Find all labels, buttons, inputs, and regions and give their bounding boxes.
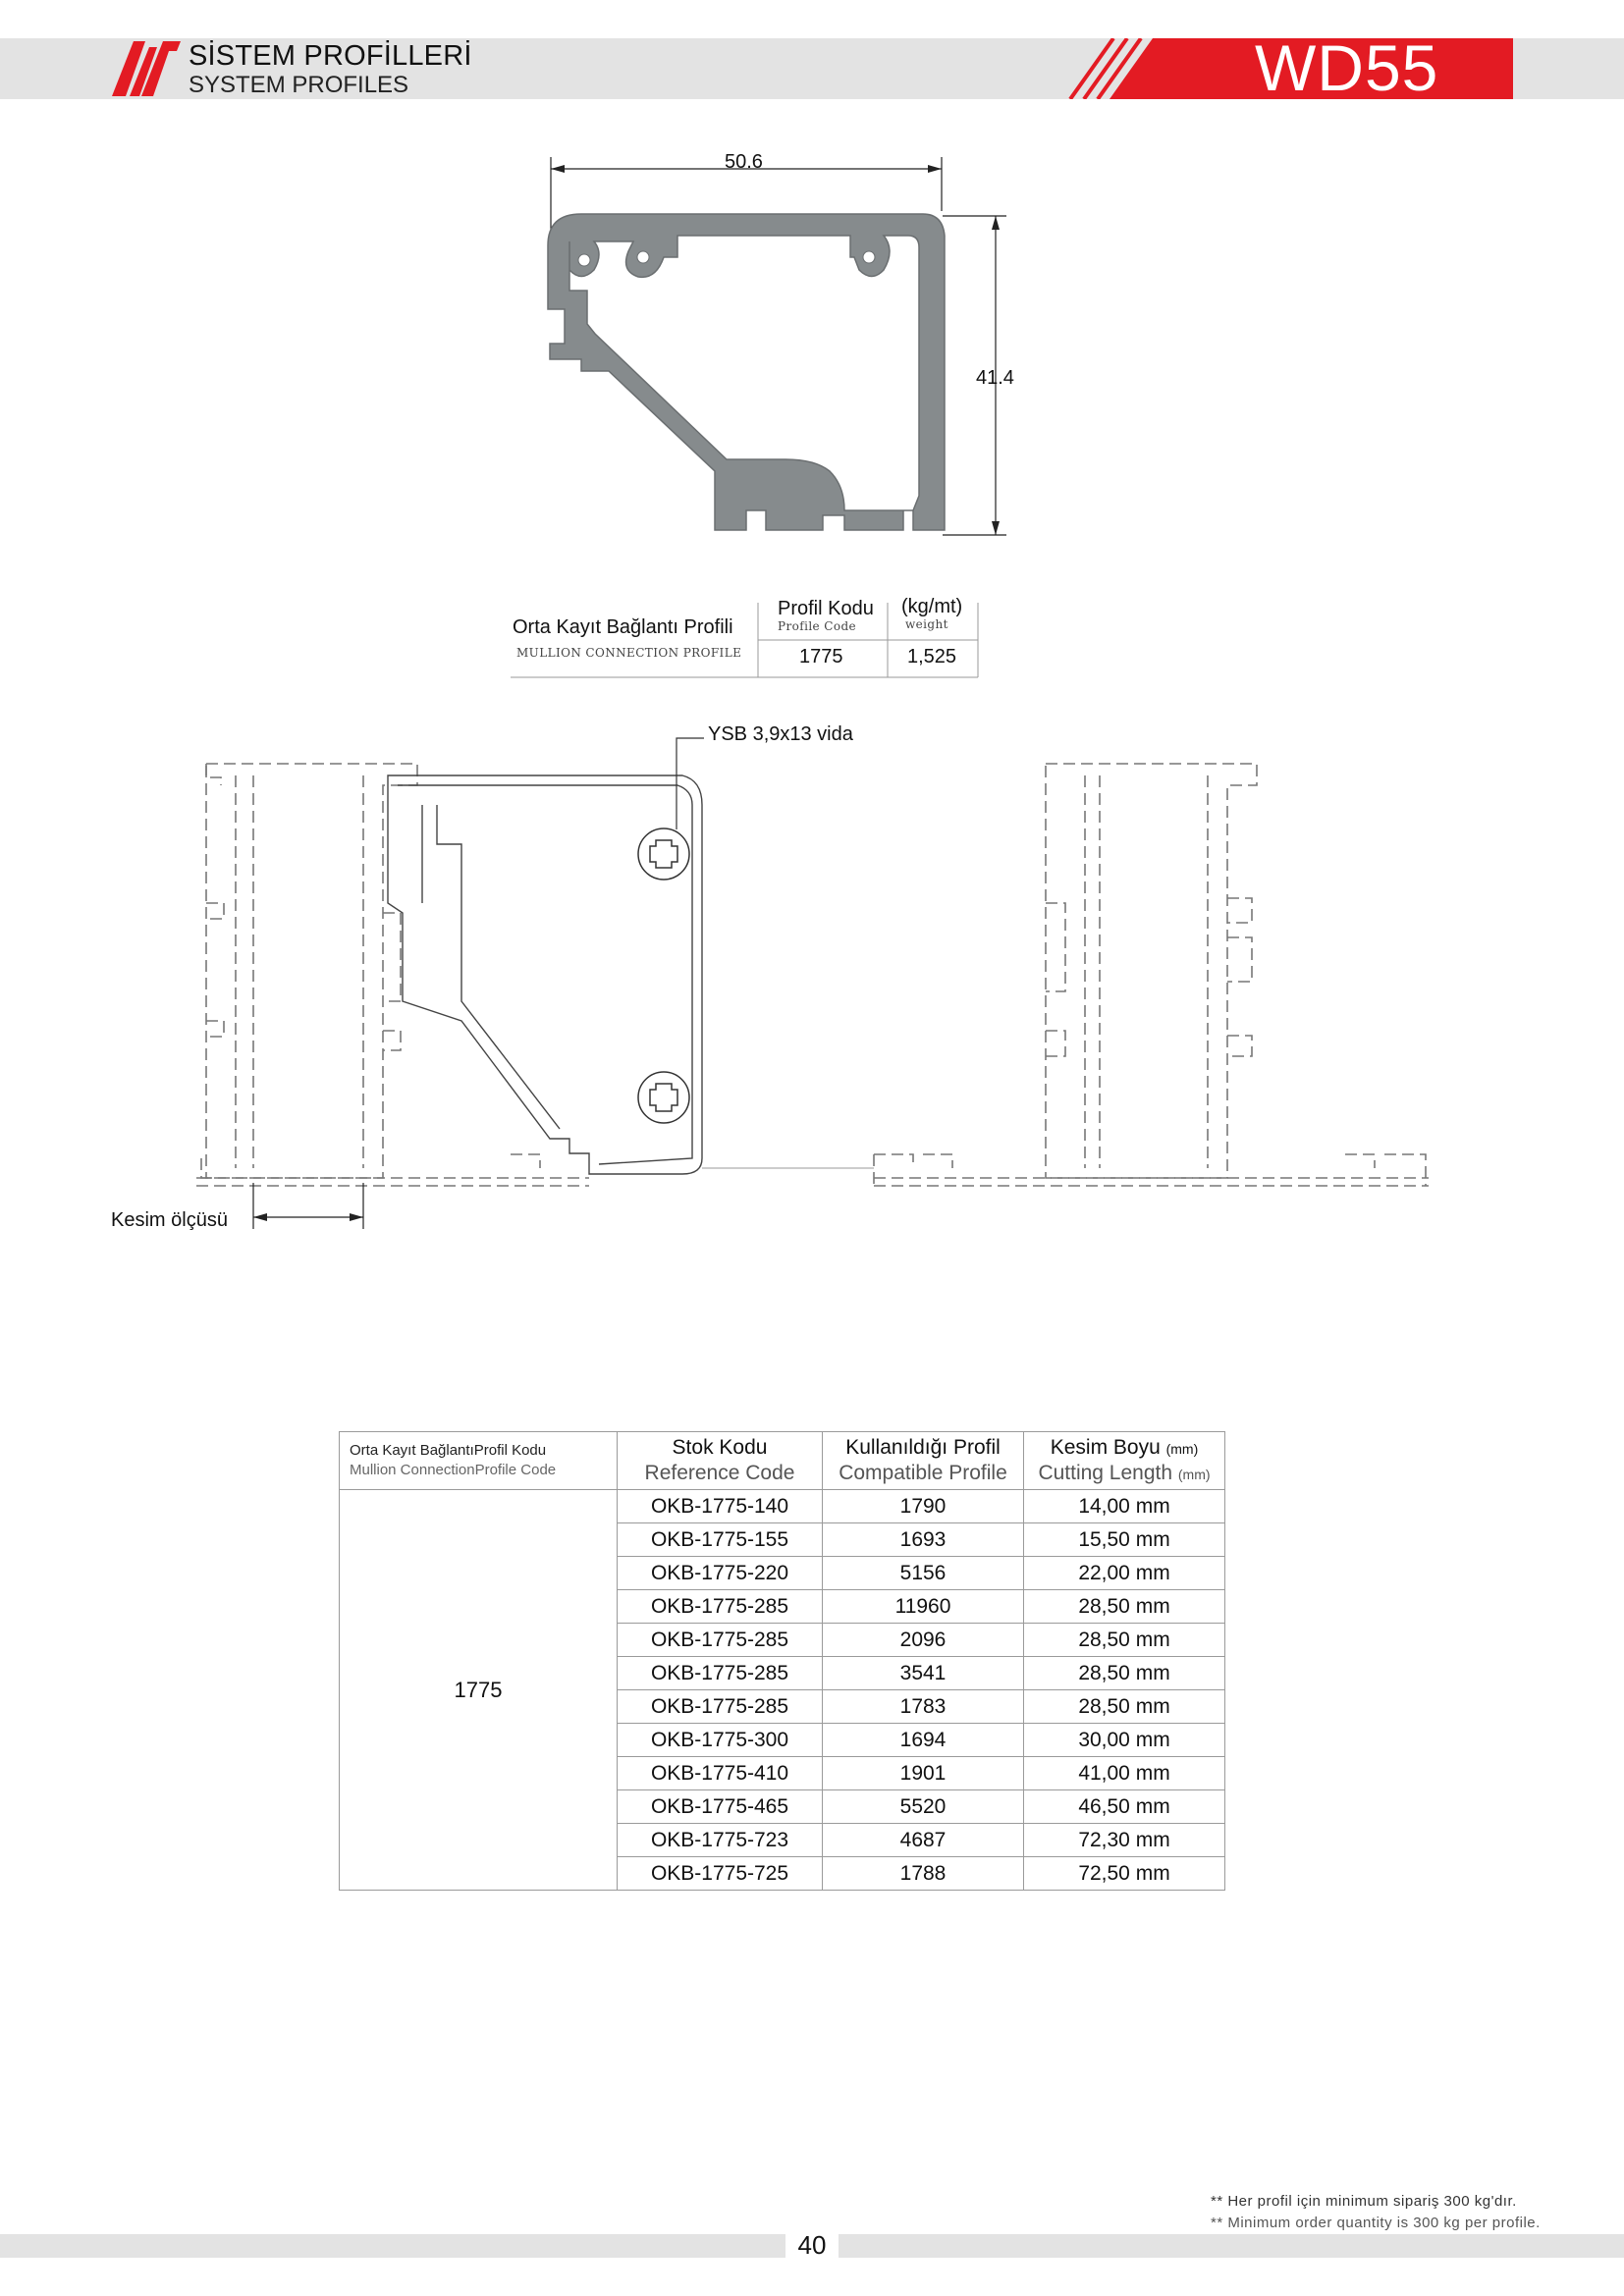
compatible-profile-cell: 1783 bbox=[823, 1690, 1024, 1724]
reference-code-cell: OKB-1775-285 bbox=[618, 1657, 823, 1690]
cut-table-body bbox=[340, 1490, 1225, 1891]
reference-code-cell: OKB-1775-410 bbox=[618, 1757, 823, 1790]
min-order-note-en: ** Minimum order quantity is 300 kg per profile. bbox=[1211, 2215, 1541, 2231]
cutting-length-cell: 28,50 mm bbox=[1024, 1624, 1225, 1657]
profile-code-value: 1775 bbox=[799, 646, 843, 667]
profile-code-label-en: Profile Code bbox=[778, 619, 857, 633]
cutting-length-cell: 46,50 mm bbox=[1024, 1790, 1225, 1824]
reference-code-cell: OKB-1775-725 bbox=[618, 1857, 823, 1891]
screw-top bbox=[638, 828, 689, 1123]
page-number: 40 bbox=[785, 2228, 839, 2262]
header-cutting-length: Kesim Boyu (mm) Cutting Length (mm) bbox=[1024, 1432, 1225, 1490]
reference-code-cell: OKB-1775-285 bbox=[618, 1590, 823, 1624]
compatible-profile-cell: 4687 bbox=[823, 1824, 1024, 1857]
compatible-profile-cell: 1788 bbox=[823, 1857, 1024, 1891]
profile-code-cell: 1775 bbox=[340, 1490, 618, 1891]
header-subtitle: SYSTEM PROFILES bbox=[189, 72, 409, 98]
compatible-profile-cell: 11960 bbox=[823, 1590, 1024, 1624]
cutting-length-cell: 15,50 mm bbox=[1024, 1523, 1225, 1557]
reference-code-cell: OKB-1775-465 bbox=[618, 1790, 823, 1824]
cut-length-table bbox=[339, 1431, 1225, 1891]
assembly-drawing bbox=[98, 717, 1453, 1247]
reference-code-cell: OKB-1775-140 bbox=[618, 1490, 823, 1523]
header-compatible-profile: Kullanıldığı Profil Compatible Profile bbox=[823, 1432, 1024, 1490]
cutting-length-cell: 28,50 mm bbox=[1024, 1657, 1225, 1690]
compatible-profile-cell: 2096 bbox=[823, 1624, 1024, 1657]
cutting-length-cell: 41,00 mm bbox=[1024, 1757, 1225, 1790]
weight-value: 1,525 bbox=[907, 646, 957, 667]
model-code: WD55 bbox=[1255, 31, 1439, 104]
cutting-length-cell: 14,00 mm bbox=[1024, 1490, 1225, 1523]
compatible-profile-cell: 5156 bbox=[823, 1557, 1024, 1590]
profile-section-drawing bbox=[530, 147, 1041, 550]
brand-logo bbox=[112, 39, 183, 98]
compatible-profile-cell: 1901 bbox=[823, 1757, 1024, 1790]
cutting-length-cell: 28,50 mm bbox=[1024, 1590, 1225, 1624]
compatible-profile-cell: 1694 bbox=[823, 1724, 1024, 1757]
reference-code-cell: OKB-1775-285 bbox=[618, 1690, 823, 1724]
width-dimension-label: 50.6 bbox=[725, 151, 763, 173]
height-dimension-label: 41.4 bbox=[976, 367, 1014, 389]
cutting-length-cell: 30,00 mm bbox=[1024, 1724, 1225, 1757]
compatible-profile-cell: 5520 bbox=[823, 1790, 1024, 1824]
cutting-length-cell: 22,00 mm bbox=[1024, 1557, 1225, 1590]
cutting-length-cell: 28,50 mm bbox=[1024, 1690, 1225, 1724]
weight-label-en: weight bbox=[905, 617, 948, 631]
header-reference-code: Stok Kodu Reference Code bbox=[618, 1432, 823, 1490]
profile-name: Orta Kayıt Bağlantı Profili bbox=[513, 616, 733, 638]
table-row bbox=[340, 1490, 1225, 1523]
table-header-row bbox=[340, 1432, 1225, 1490]
compatible-profile-cell: 1693 bbox=[823, 1523, 1024, 1557]
cutting-length-cell: 72,30 mm bbox=[1024, 1824, 1225, 1857]
reference-code-cell: OKB-1775-285 bbox=[618, 1624, 823, 1657]
reference-code-cell: OKB-1775-220 bbox=[618, 1557, 823, 1590]
cut-size-label: Kesim ölçüsü bbox=[111, 1209, 228, 1231]
cutting-length-cell: 72,50 mm bbox=[1024, 1857, 1225, 1891]
header-title: SİSTEM PROFİLLERİ bbox=[189, 40, 472, 72]
profile-name-en: MULLION CONNECTION PROFILE bbox=[516, 646, 742, 660]
reference-code-cell: OKB-1775-723 bbox=[618, 1824, 823, 1857]
min-order-note-tr: ** Her profil için minimum sipariş 300 kg'dır. bbox=[1211, 2193, 1517, 2210]
reference-code-cell: OKB-1775-300 bbox=[618, 1724, 823, 1757]
compatible-profile-cell: 3541 bbox=[823, 1657, 1024, 1690]
reference-code-cell: OKB-1775-155 bbox=[618, 1523, 823, 1557]
screw-label: YSB 3,9x13 vida bbox=[708, 723, 853, 745]
weight-label: (kg/mt) bbox=[901, 596, 963, 617]
profile-code-label: Profil Kodu bbox=[778, 598, 874, 619]
header-profile-code: Orta Kayıt BağlantıProfil Kodu Mullion ConnectionProfile Code bbox=[340, 1432, 618, 1490]
compatible-profile-cell: 1790 bbox=[823, 1490, 1024, 1523]
